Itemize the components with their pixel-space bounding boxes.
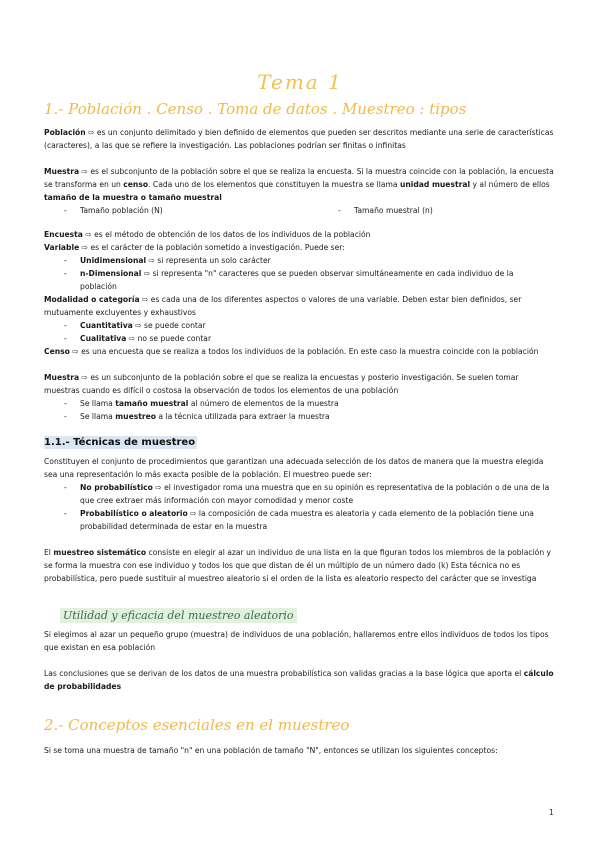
cuantitativa-term: Cuantitativa	[80, 321, 133, 330]
unidimensional-text: ⇨ si representa un solo carácter	[146, 256, 271, 265]
encuesta-paragraph	[44, 228, 556, 241]
list-item-unidimensional	[80, 254, 271, 267]
list-item-cuantitativa	[80, 319, 206, 332]
probabilistico-term: Probabilístico o aleatorio	[80, 509, 188, 518]
list-item-muestreo-def	[80, 410, 330, 423]
list-item-n-dimensional	[80, 267, 550, 293]
utilidad-p2-b: cálculo de probabilidades	[44, 669, 554, 691]
muestra2-term: Muestra	[44, 373, 80, 382]
list-dash: -	[64, 321, 67, 330]
censo-term: Censo	[44, 347, 70, 356]
poblacion-paragraph	[44, 126, 556, 152]
list-item-tamano-poblacion: Tamaño población (N)	[80, 206, 163, 215]
cualitativa-text: ⇨ no se puede contar	[126, 334, 212, 343]
muestreo-def-b: muestreo	[115, 412, 156, 421]
list-dash: -	[338, 206, 341, 215]
probabilistico-text: ⇨ la composición de cada muestra es aleatoria y cada elemento de la población tiene una probabilidad determinada de estar en la muestra	[80, 509, 534, 531]
sistematico-term: muestreo sistemático	[53, 548, 147, 557]
muestra-text-1: ⇨ es el subconjunto de la población sobre el que se realiza la encuesta. Si la muestra coincide con la población, la encuesta se transforma en un	[44, 167, 554, 189]
list-item-no-probabilistico	[80, 481, 554, 507]
muestra-unidad: unidad muestral	[399, 180, 471, 189]
encuesta-text: ⇨ es el método de obtención de los datos de los individuos de la población	[82, 230, 371, 239]
cuantitativa-text: ⇨ se puede contar	[132, 321, 206, 330]
document-title: Tema 1	[257, 70, 343, 94]
muestra-paragraph	[44, 165, 556, 204]
muestra-censo: censo	[123, 180, 149, 189]
page-number: 1	[548, 808, 554, 817]
muestra2-paragraph	[44, 371, 556, 397]
variable-term: Variable	[44, 243, 80, 252]
poblacion-term: Población	[44, 128, 86, 137]
tamano-def-b: tamaño muestral	[115, 399, 189, 408]
tecnicas-intro: Constituyen el conjunto de procedimientos que garantizan una adecuada selección de los datos de manera que la muestra elegida sea una representación lo más exacta posible de la población. El muestreo puede ser:	[44, 457, 544, 479]
list-dash: -	[64, 256, 67, 265]
list-dash: -	[64, 269, 67, 278]
section-2-text: Si se toma una muestra de tamaño "n" en una población de tamaño "N", entonces se utilizan los siguientes conceptos:	[44, 746, 498, 755]
list-item-probabilistico	[80, 507, 554, 533]
section-1-1-heading	[44, 435, 200, 449]
unidimensional-term: Unidimensional	[80, 256, 147, 265]
list-item-cualitativa	[80, 332, 211, 345]
no-probabilistico-text: ⇨ el investigador roma una muestra que en su opinión es representativa de la población o de una de la que cree extraer más información con mayor comodidad y menor coste	[80, 483, 550, 505]
encuesta-term: Encuesta	[44, 230, 83, 239]
tamano-def-a: Se llama	[80, 399, 116, 408]
modalidad-paragraph	[44, 293, 556, 319]
muestra-term: Muestra	[44, 167, 80, 176]
list-item-tamano-muestral-def	[80, 397, 339, 410]
n-dimensional-text: ⇨ si representa "n" caracteres que se pueden observar simultáneamente en cada individuo de la población	[80, 269, 514, 291]
muestreo-def-a: Se llama	[80, 412, 116, 421]
subsection-heading: Utilidad y eficacia del muestreo aleatorio	[60, 608, 297, 623]
poblacion-text: ⇨ es un conjunto delimitado y bien definido de elementos que pueden ser descritos mediante una serie de características (caracteres), a las que se refiere la investigación. Las poblaciones podrían ser finitas o infinitas	[44, 128, 554, 150]
variable-paragraph	[44, 241, 556, 254]
sistematico-a: El	[44, 548, 54, 557]
list-dash: -	[64, 399, 67, 408]
modalidad-text: ⇨ es cada una de los diferentes aspectos o valores de una variable. Deben estar bien definidos, ser mutuamente excluyentes y exhaustivos	[44, 295, 522, 317]
list-dash: -	[64, 334, 67, 343]
utilidad-p2-a: Las conclusiones que se derivan de los datos de una muestra probabilística son validas gracias a la base lógica que aporta el	[44, 669, 524, 678]
list-dash: -	[64, 483, 67, 492]
section-1-heading: 1.- Población . Censo . Toma de datos . Muestreo : tipos	[44, 100, 467, 118]
utilidad-paragraph-2	[44, 667, 556, 693]
section-2-heading: 2.- Conceptos esenciales en el muestreo	[44, 716, 350, 734]
n-dimensional-term: n-Dimensional	[80, 269, 142, 278]
modalidad-term: Modalidad o categoría	[44, 295, 140, 304]
muestra-text-2: . Cada uno de los elementos que constituyen la muestra se llama	[148, 180, 400, 189]
section-1-1-heading-text: 1.1.- Técnicas de muestreo	[44, 437, 196, 448]
cualitativa-term: Cualitativa	[80, 334, 127, 343]
utilidad-paragraph-1: Si elegimos al azar un pequeño grupo (muestra) de individuos de una población, hallaremos entre ellos individuos de todos los tipos que existan en esa población	[44, 630, 549, 652]
muestra2-text: ⇨ es un subconjunto de la población sobre el que se realiza la encuestas y posterio investigación. Se suelen tomar muestras cuando es difícil o costosa la observación de todos los elementos de una población	[44, 373, 519, 395]
list-dash: -	[64, 509, 67, 518]
variable-text: ⇨ es el carácter de la población sometido a investigación. Puede ser:	[79, 243, 345, 252]
sistematico-paragraph	[44, 546, 556, 585]
censo-paragraph	[44, 345, 556, 358]
muestra-text-3: y al número de ellos	[470, 180, 550, 189]
tamano-def-c: al número de elementos de la muestra	[188, 399, 339, 408]
no-probabilistico-term: No probabilístico	[80, 483, 153, 492]
sistematico-text: consiste en elegir al azar un individuo de una lista en la que figuran todos los miembros de la población y se forma la muestra con ese individuo y todos los que que distan de él un múltiplo de un número dado (k) Esta técnica no es probabilística, pero puede sustituir al muestreo aleatorio si el orden de la lista es aleatorio respecto del carácter que se investiga	[44, 548, 552, 583]
list-item-tamano-muestral: Tamaño muestral (n)	[354, 206, 433, 215]
muestra-tamano: tamaño de la muestra o tamaño muestral	[44, 193, 222, 202]
muestreo-def-c: a la técnica utilizada para extraer la muestra	[155, 412, 330, 421]
censo-text: ⇨ es una encuesta que se realiza a todos los individuos de la población. En este caso la muestra coincide con la población	[69, 347, 539, 356]
list-dash: -	[64, 206, 67, 215]
list-dash: -	[64, 412, 67, 421]
